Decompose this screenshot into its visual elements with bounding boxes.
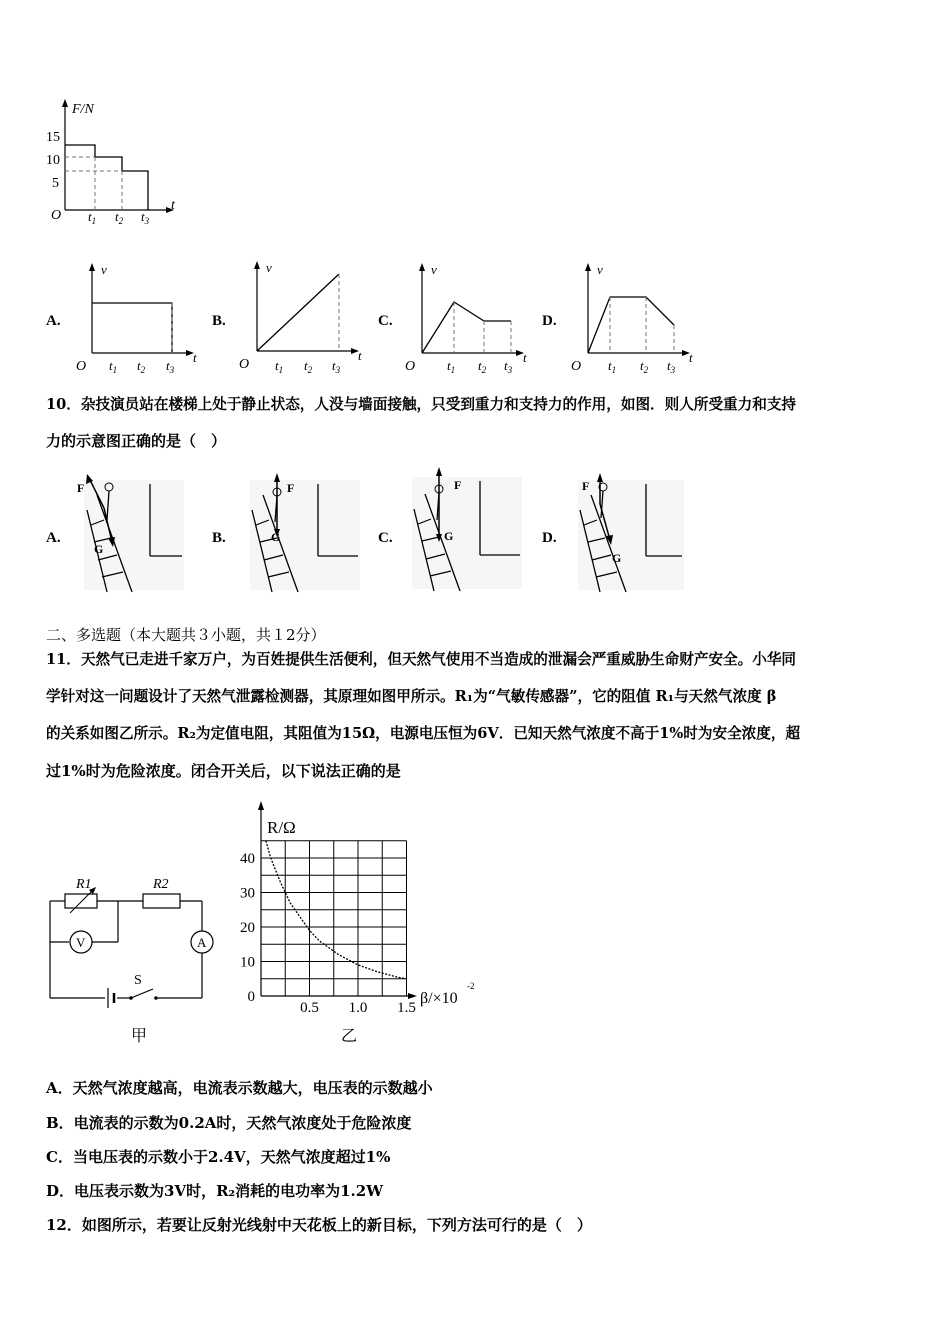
q11-line3: 的关系如图乙所示。R₂为定值电阻，其阻值为15Ω，电源电压恒为6V．已知天然气浓度不高于1%时为安全浓度，超: [46, 725, 801, 742]
r2-label: R2: [153, 877, 169, 892]
q10-option-d-letter: D.: [542, 530, 557, 546]
y-tick-label: 20: [240, 920, 255, 936]
f-origin: O: [51, 208, 62, 223]
vd-y-arrow: [585, 263, 591, 271]
chart-caption: 乙: [341, 1028, 358, 1045]
switch-label: S: [134, 973, 142, 988]
v-graph-d: [566, 258, 701, 378]
chart-y-arrow: [258, 801, 264, 810]
chart-x-ticks: [300, 1000, 416, 1016]
vc-y-label: v: [431, 262, 437, 277]
f-y-tick-15: 15: [46, 130, 60, 145]
vd-x-label: t: [689, 350, 693, 365]
v-option-b-letter: B.: [212, 313, 226, 329]
q10-option-b-letter: B.: [212, 530, 226, 546]
q12-line1: 12．如图所示，若要让反射光线射中天花板上的新目标，下列方法可行的是（ ）: [46, 1216, 592, 1234]
f-tick-t2: $t_2$: [115, 209, 124, 226]
vc-x-label: t: [523, 350, 527, 365]
vb-y-arrow: [254, 261, 260, 269]
circuit-caption: 甲: [131, 1028, 148, 1045]
v-graph-b: [235, 256, 370, 376]
va-y-arrow: [89, 263, 95, 271]
lb-g-label: G: [271, 530, 281, 544]
vb-tick-t2: $t_2$: [304, 358, 313, 375]
switch-blade: [131, 989, 153, 998]
vb-tick-t3: $t_3$: [332, 358, 341, 375]
ld-force-f-arrow: [597, 473, 603, 482]
va-y-label: v: [101, 262, 107, 277]
q11-line1: 11．天然气已走进千家万户，为百姓提供生活便利，但天然气使用不当造成的泄漏会严重威胁生命财产安全。小华同: [46, 651, 797, 668]
circuit-diagram: [40, 868, 225, 1053]
lc-f-label: F: [454, 478, 462, 492]
chart-x-label: β/×10: [420, 990, 458, 1007]
v-option-c-letter: C.: [378, 313, 393, 329]
va-tick-t3: $t_3$: [166, 358, 175, 375]
y-tick-label: 30: [240, 885, 255, 902]
r1-resistor: [65, 894, 97, 908]
y-tick-label: 10: [240, 954, 255, 971]
chart-grid: [261, 841, 407, 996]
vd-tick-t2: $t_2$: [640, 358, 649, 375]
ladder-figure-b: [240, 470, 365, 595]
f-y-tick-5: 5: [52, 176, 59, 191]
vc-y-arrow: [419, 263, 425, 271]
vc-origin: O: [405, 359, 416, 374]
x-tick-label: 1.5: [397, 1000, 416, 1016]
q11-option-d[interactable]: D．电压表示数为3V时，R₂消耗的电功率为1.2W: [46, 1182, 384, 1200]
ladder-figure-c: [402, 465, 527, 595]
va-tick-t1: $t_1$: [109, 358, 118, 375]
vb-curve: [257, 274, 339, 351]
chart-y-label: R/Ω: [267, 818, 296, 837]
vb-x-label: t: [358, 348, 362, 363]
la-g-label: G: [94, 542, 104, 556]
x-tick-label: 0.5: [300, 1000, 319, 1016]
vd-tick-t1: $t_1$: [608, 358, 617, 375]
force-time-graph: [40, 95, 190, 230]
f-y-label: F/N: [72, 102, 94, 117]
chart-y-ticks: [240, 851, 255, 1005]
f-x-label: t: [171, 198, 175, 213]
chart-x-label-exponent: -2: [467, 981, 475, 991]
va-curve: [92, 303, 172, 353]
f-x-ticks: [88, 209, 150, 226]
f-step-line: [65, 145, 148, 210]
q10-line2: 力的示意图正确的是（ ）: [46, 432, 227, 450]
f-y-tick-10: 10: [46, 153, 60, 168]
q10-option-a-letter: A.: [46, 530, 61, 546]
q10-option-c-letter: C.: [378, 530, 393, 546]
vc-tick-t2: $t_2$: [478, 358, 487, 375]
switch-contact: [154, 996, 158, 1000]
f-y-arrow: [62, 99, 68, 107]
ld-bg: [578, 480, 684, 590]
va-origin: O: [76, 359, 87, 374]
v-option-a-letter: A.: [46, 313, 61, 329]
vb-y-label: v: [266, 260, 272, 275]
q11-option-c[interactable]: C．当电压表的示数小于2.4V，天然气浓度超过1%: [46, 1148, 391, 1166]
va-x-label: t: [193, 350, 197, 365]
y-tick-label: 40: [240, 851, 255, 867]
f-tick-t3: $t_3$: [141, 209, 150, 226]
la-f-label: F: [77, 481, 85, 495]
vd-curve: [588, 297, 674, 353]
lc-force-f-arrow: [436, 467, 442, 476]
vd-y-label: v: [597, 262, 603, 277]
vd-tick-t3: $t_3$: [667, 358, 676, 375]
r1-label: R1: [76, 877, 92, 892]
vc-tick-t3: $t_3$: [504, 358, 513, 375]
ladder-figure-a: [72, 470, 187, 595]
lb-force-f-arrow: [274, 473, 280, 482]
lc-bg: [412, 477, 522, 589]
y-tick-label: 0: [247, 989, 255, 1005]
f-tick-t1: $t_1$: [88, 209, 97, 226]
q10-line1: 10．杂技演员站在楼梯上处于静止状态，人没与墙面接触，只受到重力和支持力的作用，如图．则人所受重力和支持: [46, 396, 797, 413]
vb-origin: O: [239, 357, 250, 372]
ladder-figure-d: [568, 470, 688, 595]
v-graph-c: [400, 258, 535, 378]
r2-resistor: [143, 894, 180, 908]
lb-bg: [250, 480, 360, 590]
voltmeter-label: V: [76, 935, 86, 950]
q11-line2: 学针对这一问题设计了天然气泄露检测器，其原理如图甲所示。R₁为“气敏传感器”，它的阻值 R₁与天然气浓度 β: [46, 688, 777, 705]
v-graph-a: [70, 258, 205, 378]
q11-option-b[interactable]: B．电流表的示数为0.2A时，天然气浓度处于危险浓度: [46, 1114, 412, 1132]
vc-tick-t1: $t_1$: [447, 358, 456, 375]
va-tick-t2: $t_2$: [137, 358, 146, 375]
lb-f-label: F: [287, 481, 295, 495]
vc-curve: [422, 302, 511, 353]
q11-option-a[interactable]: A．天然气浓度越高，电流表示数越大，电压表的示数越小: [46, 1079, 433, 1097]
resistance-concentration-chart: [225, 795, 490, 1055]
ammeter-label: A: [197, 935, 207, 950]
ld-f-label: F: [582, 479, 590, 493]
vd-origin: O: [571, 359, 582, 374]
ld-g-label: G: [612, 551, 622, 565]
q11-line4: 过1%时为危险浓度。闭合开关后，以下说法正确的是: [46, 762, 401, 780]
x-tick-label: 1.0: [348, 1000, 368, 1016]
lc-g-label: G: [444, 529, 454, 543]
chart-x-arrow: [408, 993, 417, 999]
section2-heading: 二、多选题（本大题共３小题，共１2分）: [46, 626, 326, 644]
vb-tick-t1: $t_1$: [275, 358, 284, 375]
v-option-d-letter: D.: [542, 313, 557, 329]
